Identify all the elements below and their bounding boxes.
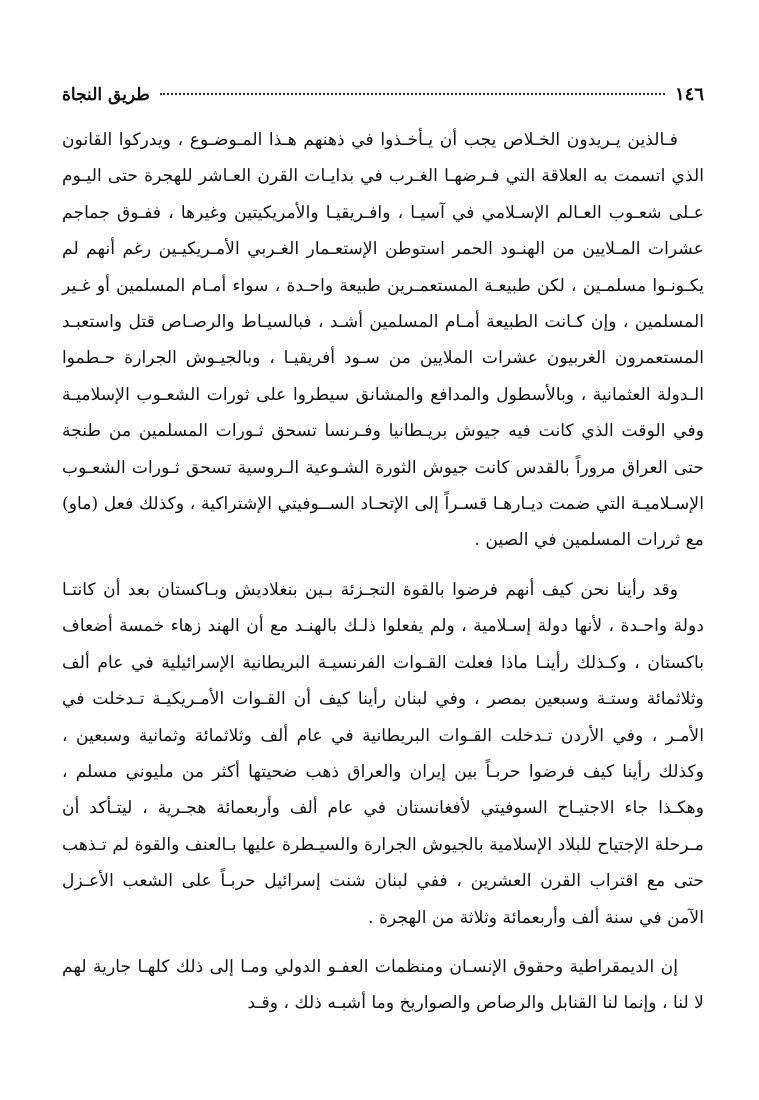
book-title: طريق النجاة [62, 85, 150, 105]
body-paragraph: فـالذين يـريدون الخـلاص يجب أن يـأخـذوا في ذهنهم هـذا المـوضـوع ، ويدركوا القانون الذي اتسمت به العلاقة التي فـرضهـا الغـرب في بدايـات القرن العـاشر للهجرة حتى اليـوم عـلى شعـوب العـالم الإسـلامي في آسيـا ، وافـريقيـا والأمريكيتين وغيرها ، ففـوق جماجم عشرات المـلايين من الهنـود الحمر استوطن الإستعـمار الغـربي الأمـريكيـين رغم أنهم لم يكـونـوا مسلمـين ، لكن طبيعـة المستعمـرين طبيعة واحـدة ، سواء أمـام المسلمين أو غـير المسلمين ، وإن كـانت الطبيعة أمـام المسلمين أشـد ، فبالسيـاط والرصـاص قتل واستعبـد المستعمرون الغربيون عشرات الملايين من سـود أفريقيـا ، وبالجيـوش الجرارة حـطموا الـدولة العثمانية ، وبالأسطول والمدافع والمشانق سيطروا على ثورات الشعـوب الإسلاميـة وفي الوقت الذي كانت فيه جيوش بريـطانيا وفـرنسا تسحق ثـورات المسلمين من طنجة حتى العراق مروراً بالقدس كانت جيوش الثورة الشـوعية الـروسية تسحق ثـورات الشعـوب الإسـلاميـة التي ضمت ديـارهـا قسـراً إلى الإتحـاد الســوفيتي الإشتراكية ، وكذلك فعل (ماو) مع ثررات المسلمين في الصين . [62, 130, 704, 551]
book-page [62, 84, 704, 1022]
dotted-leader [160, 93, 665, 95]
body-paragraph: إن الديمقراطية وحقوق الإنسـان ومنظمات العفـو الدولي ومـا إلى ذلك كلهـا جارية لهم لا لنا ، وإنما لنا القنابل والرصاص والصواريخ وما أشبـه ذلك ، وقـد [62, 956, 704, 1014]
page-number: ١٤٦ [674, 84, 704, 105]
running-header [62, 84, 704, 114]
body-paragraph: وقد رأينا نحن كيف أنهم فرضوا بالقوة التجـزئة بـين بنغلاديش وبـاكستان بعد أن كانتـا دولة واحـدة ، لأنها دولة إسـلامية ، ولم يفعلوا ذلـك بالهنـد مع أن الهند زهاء خمسة أضعاف باكستان ، وكـذلك رأينـا ماذا فعلت القـوات الفرنسيـة البريطانية الإسرائيلية في عام ألف وثلاثمائة وستـة وسبعين بمصر ، وفي لبنان رأينا كيف أن القـوات الأمـريكيـة تـدخلت في الأمـر ، وفي الأردن تـدخلت القـوات البريطانية في عام ألف وثلاثمائة وثمانية وسبعين ، وكذلك رأينا كيف فرضوا حربـاً بين إيران والعراق ذهب ضحيتها أكثر من مليوني مسلم ، وهكـذا جاء الاجتيـاح السوفيتي لأفغانستان في عام ألف وأربعمائة هجـرية ، ليتـأكد أن مـرحلة الإجتياح للبلاد الإسلامية بالجيوش الجرارة والسيـطرة عليها بـالعنف والقوة لم تـذهب حتى مع اقتراب القرن العشرين ، ففي لبنان شنت إسرائيل حربـاً على الشعب الأعـزل الآمن في سنة ألف وأربعمائة وثلاثة من الهجرة . [62, 579, 704, 928]
